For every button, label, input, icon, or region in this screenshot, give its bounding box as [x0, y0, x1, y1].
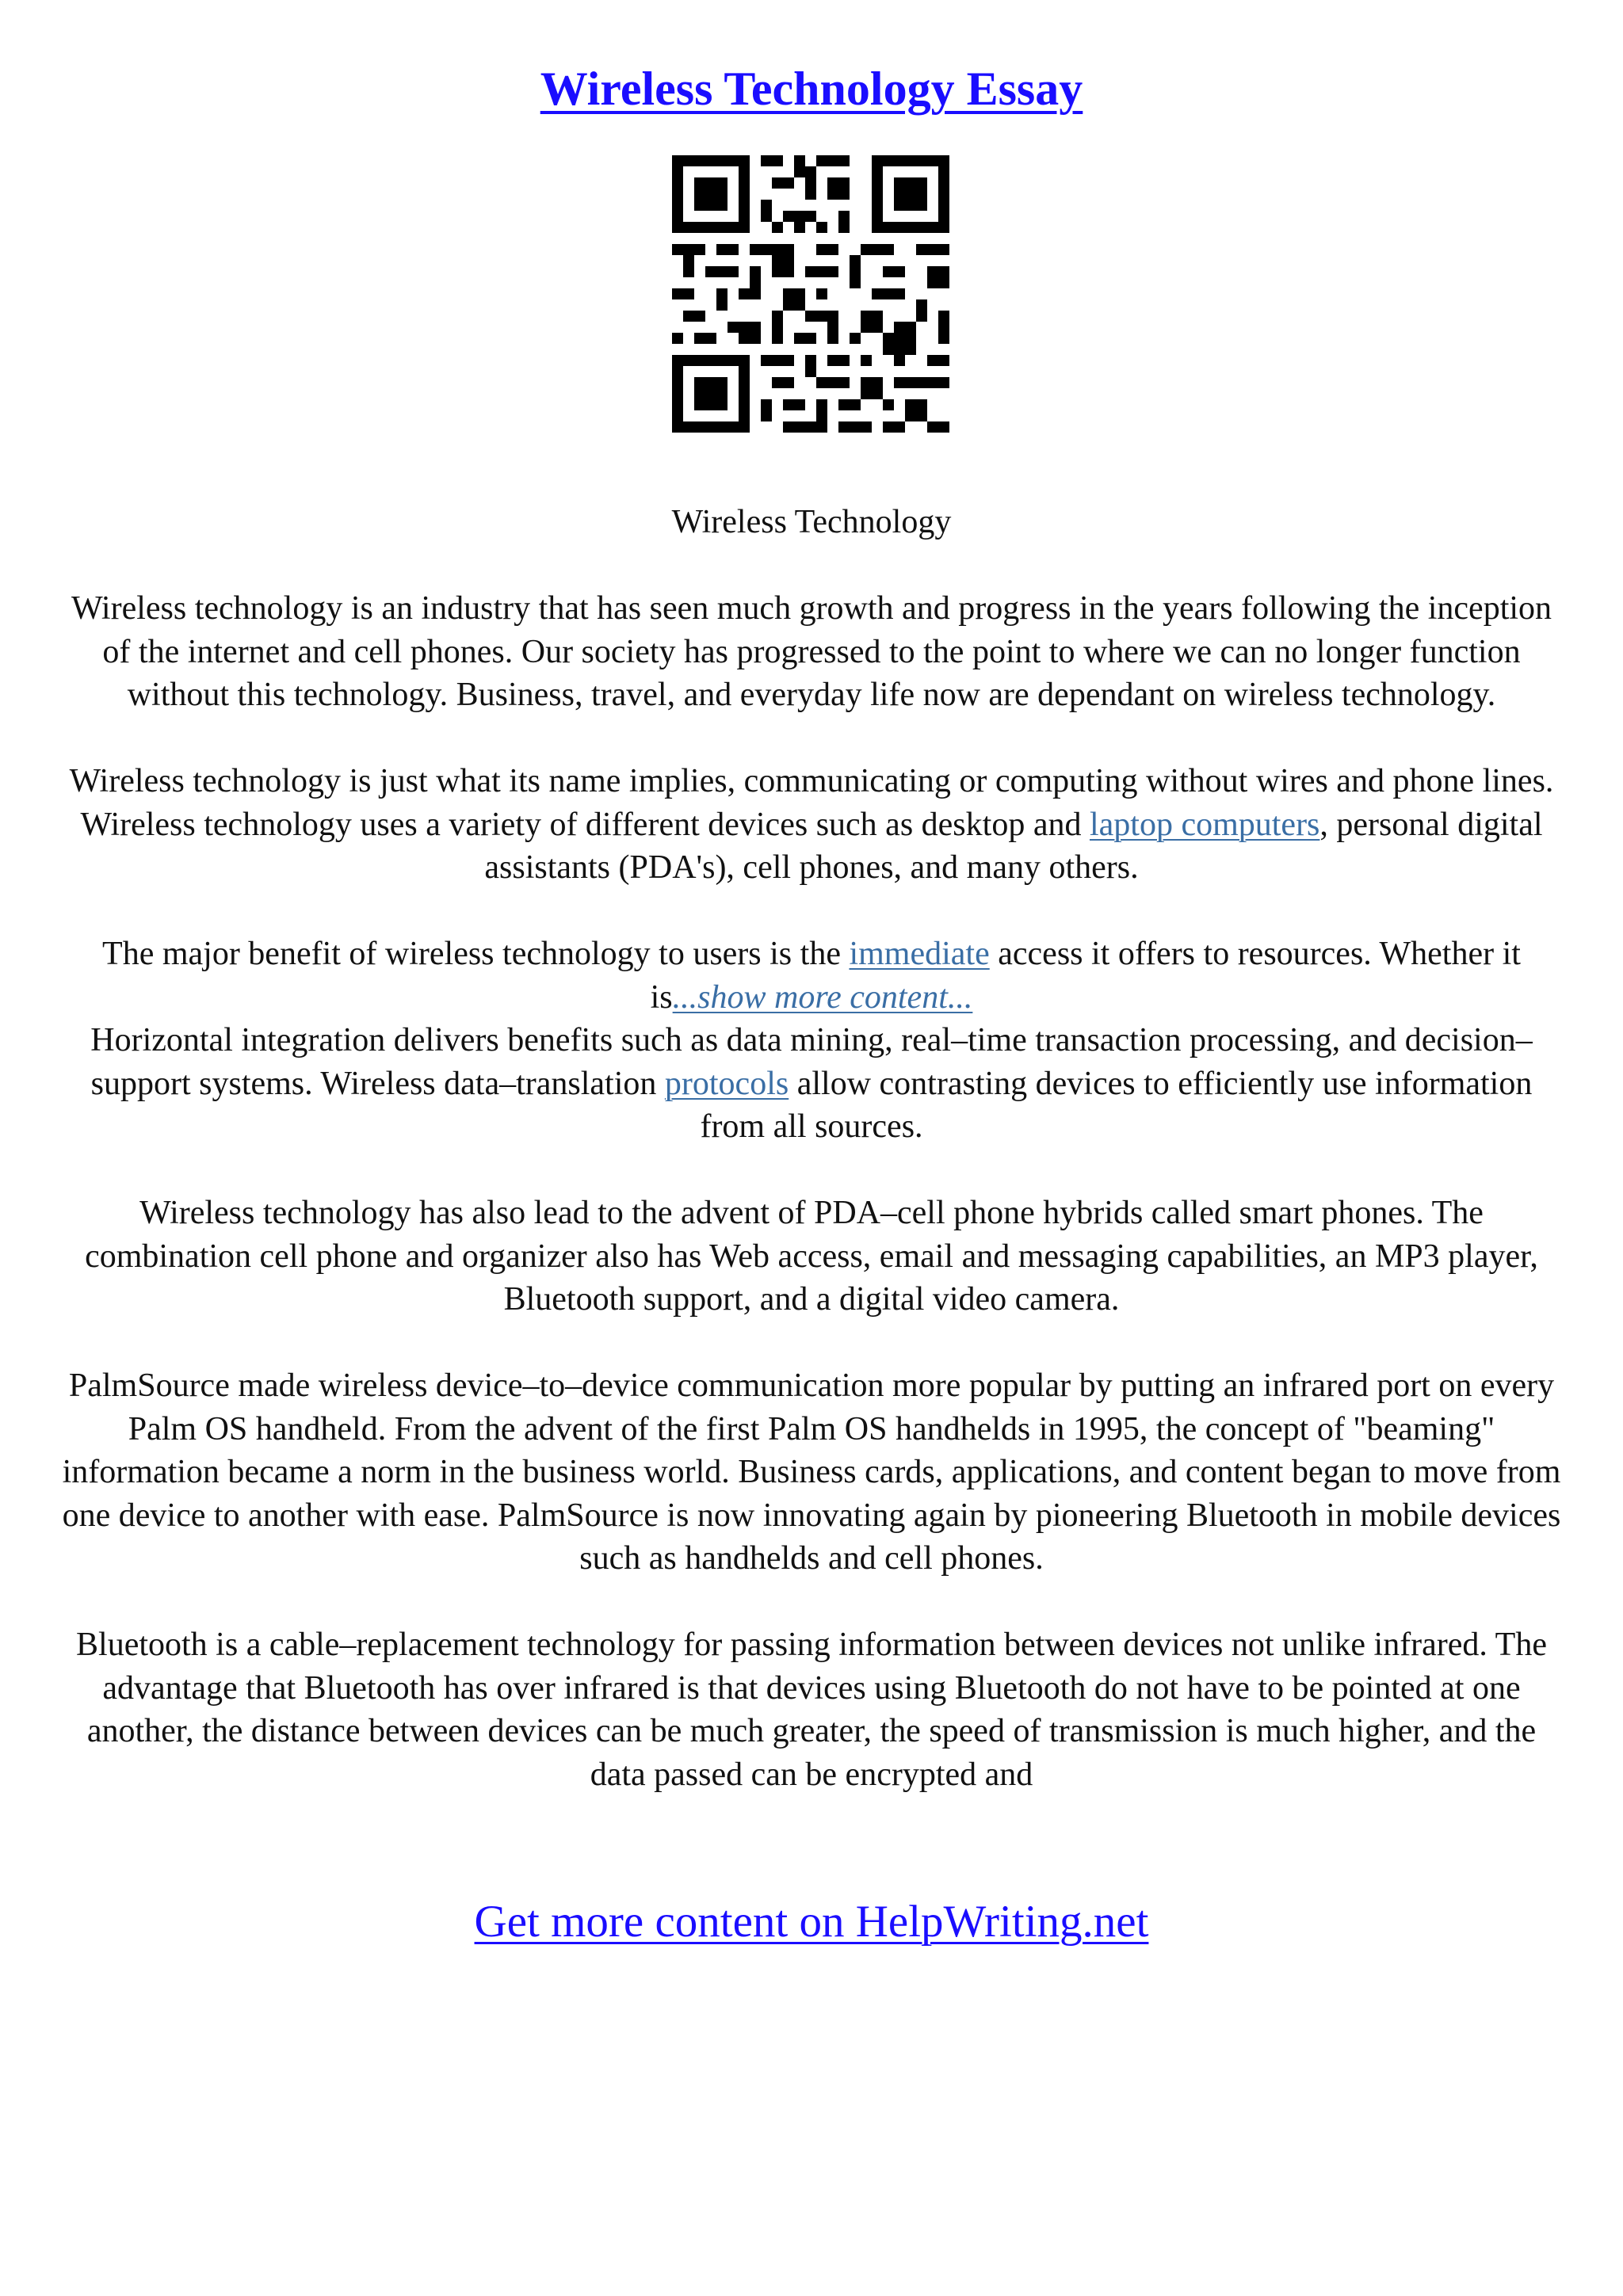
essay-paragraph-5: Wireless technology has also lead to the advent of PDA–cell phone hybrids called smart phones. The combination cell phone and organizer also has Web access, email and messaging capabilities, an MP3 player, Bluetooth support, and a digital video camera. — [85, 1195, 1538, 1318]
essay-paragraph-2 — [55, 760, 1568, 890]
laptop-computers-link[interactable]: laptop computers — [1089, 806, 1320, 843]
paragraph-3-text-start: The major benefit of wireless technology to users is the — [102, 936, 850, 972]
paragraph-4-text-start: Horizontal integration delivers benefits such as data mining, real–time transaction processing, and decision–support systems. Wireless data–translation — [90, 1022, 1533, 1102]
paragraph-2-text-start: Wireless technology is just what its name implies, communicating or computing without wires and phone lines. Wireless technology uses a variety of different devices such as desktop and — [69, 763, 1554, 843]
title-link[interactable]: Wireless Technology Essay — [540, 63, 1083, 115]
immediate-link[interactable]: immediate — [849, 936, 990, 972]
essay-paragraph-3 — [55, 933, 1568, 1019]
show-more-content-link[interactable]: ...show more content... — [672, 978, 973, 1016]
essay-paragraph-4 — [55, 1019, 1568, 1149]
qr-code-icon — [672, 155, 949, 433]
essay-body — [55, 501, 1568, 1840]
get-more-content-banner — [0, 1892, 1623, 1952]
get-more-content-link[interactable]: Get more content on HelpWriting.net — [474, 1897, 1149, 1947]
paragraph-2-text-end: , personal digital assistants (PDA's), cell phones, and many others. — [484, 806, 1543, 886]
essay-paragraph-7: Bluetooth is a cable–replacement technology for passing information between devices not unlike infrared. The advantage that Bluetooth has over infrared is that devices using Bluetooth do not have to be pointed at one another, the distance between devices can be much greater, the speed of transmission is much higher, and the data passed can be encrypted and — [76, 1627, 1547, 1793]
paragraph-3-text-middle: access it offers to resources. Whether it is — [650, 936, 1521, 1016]
page-title — [0, 57, 1623, 120]
essay-paragraph-1: Wireless technology is an industry that has seen much growth and progress in the years following the inception of the internet and cell phones. Our society has progressed to the point to where we can no longer function without this technology. Business, travel, and everyday life now are dependant on wireless technology. — [71, 590, 1552, 713]
paragraph-4-text-end: allow contrasting devices to efficiently use information from all sources. — [700, 1065, 1533, 1145]
protocols-link[interactable]: protocols — [664, 1065, 789, 1102]
essay-heading: Wireless Technology — [671, 504, 952, 540]
essay-paragraph-6: PalmSource made wireless device–to–device communication more popular by putting an infrared port on every Palm OS handheld. From the advent of the first Palm OS handhelds in 1995, the concept of "beaming" information became a norm in the business world. Business cards, applications, and content began to move from one device to another with ease. PalmSource is now innovating again by pioneering Bluetooth in mobile devices such as handhelds and cell phones. — [62, 1367, 1561, 1577]
